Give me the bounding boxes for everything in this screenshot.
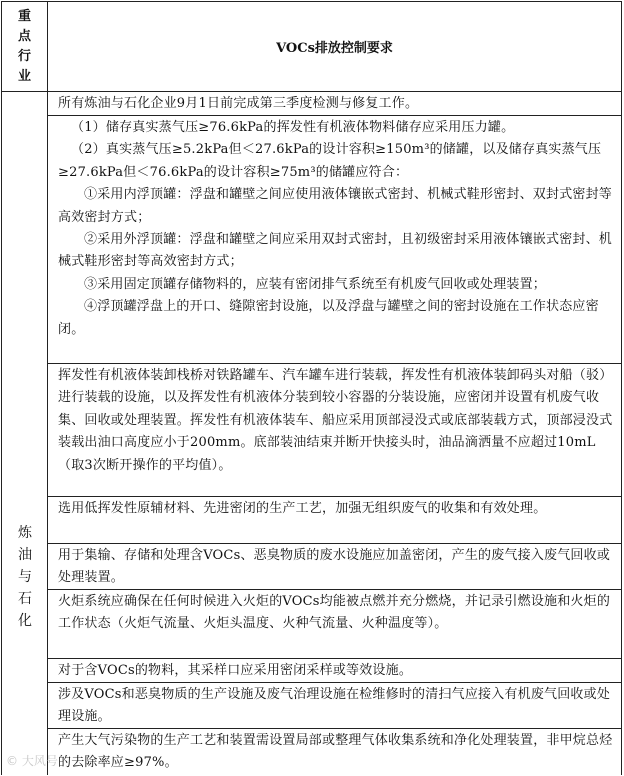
requirements-column [48, 92, 621, 775]
industry-header-cell [2, 2, 48, 92]
industry-header-char: 业 [17, 68, 31, 84]
requirement-row [48, 590, 621, 659]
requirements-header-cell [48, 2, 621, 92]
requirement-text: 火炬系统应确保在任何时候进入火炬的VOCs均能被点燃并充分燃烧，并记录引燃设施和火炬的工作状态（火炬气流量、火炬头温度、火种气流量、火种温度等）。 [58, 594, 611, 632]
industry-name [2, 522, 48, 632]
industry-cell [2, 92, 48, 775]
requirement-text: 选用低挥发性原辅材料、先进密闭的生产工艺，加强无组织废气的收集和有效处理。 [58, 501, 547, 516]
requirement-text: 用于集输、存储和处理含VOCs、恶臭物质的废水设施应加盖密闭，产生的废气接入废气回收或处理装置。 [58, 548, 611, 586]
watermark: © 大风号 [6, 754, 58, 768]
industry-name-char: 与 [18, 569, 32, 585]
requirement-text: （2）真实蒸气压≥5.2kPa但＜27.6kPa的设计容积≥150m³的储罐，以及储存真实蒸气压≥27.6kPa但＜76.6kPa的设计容积≥75m³的储罐应符合： [58, 142, 602, 180]
requirement-text: ①采用内浮顶罐：浮盘和罐壁之间应使用液体镶嵌式密封、机械式鞋形密封、双封式密封等高效密封方式； [58, 187, 613, 225]
industry-header-char: 点 [17, 28, 31, 44]
requirement-row [48, 364, 621, 497]
requirements-table [1, 1, 622, 775]
industry-header-char: 行 [17, 48, 31, 64]
requirements-title: VOCs排放控制要求 [276, 41, 393, 56]
requirement-text: ④浮顶罐浮盘上的开口、缝隙密封设施，以及浮盘与罐壁之间的密封设施在工作状态应密闭。 [58, 299, 599, 337]
requirement-text: （1）储存真实蒸气压≥76.6kPa的挥发性有机液体物料储存应采用压力罐。 [71, 120, 515, 135]
industry-name-char: 炼 [18, 525, 32, 541]
requirement-text: 所有炼油与石化企业9月1日前完成第三季度检测与修复工作。 [58, 96, 419, 111]
requirement-text: 挥发性有机液体装卸栈桥对铁路罐车、汽车罐车进行装载，挥发性有机液体装卸码头对船（驳）进行装载的设施，以及挥发性有机液体分装到较小容器的分装设施，应密闭并设置有机废气收集、回收或处理装置。挥发性有机液体装车、船应采用顶部浸没式或底部装载方式，顶部浸没式装载出油口高度应小于200mm。底部装油结束并断开快接头时，油品滴洒量不应超过10mL（取3次断开操作的平均值）。 [58, 368, 613, 473]
requirement-row [48, 544, 621, 590]
requirement-text: 产生大气污染物的生产工艺和装置需设置局部或整理气体收集系统和净化处理装置，非甲烷总烃的去除率应≥97%。 [58, 733, 613, 771]
requirement-row [48, 116, 621, 364]
requirement-text: ③采用固定顶罐存储物料的，应装有密闭排气系统至有机废气回收或处理装置； [84, 276, 547, 292]
industry-header-char: 重 [17, 8, 31, 24]
requirement-text: 对于含VOCs的物料，其采样口应采用密闭采样或等效设施。 [58, 663, 413, 678]
requirement-row [48, 659, 621, 683]
requirement-row [48, 497, 621, 544]
industry-name-char: 油 [18, 547, 32, 563]
requirement-row [48, 729, 621, 776]
industry-name-char: 石 [18, 591, 32, 607]
requirement-text: ②采用外浮顶罐：浮盘和罐壁之间应采用双封式密封，且初级密封采用液体镶嵌式密封、机械式鞋形密封等高效密封方式； [58, 232, 613, 270]
requirement-row [48, 92, 621, 116]
industry-name-char: 化 [18, 613, 32, 629]
requirement-text: 涉及VOCs和恶臭物质的生产设施及废气治理设施在检维修时的清扫气应接入有机废气回收或处理设施。 [58, 687, 611, 725]
requirement-row [48, 683, 621, 729]
